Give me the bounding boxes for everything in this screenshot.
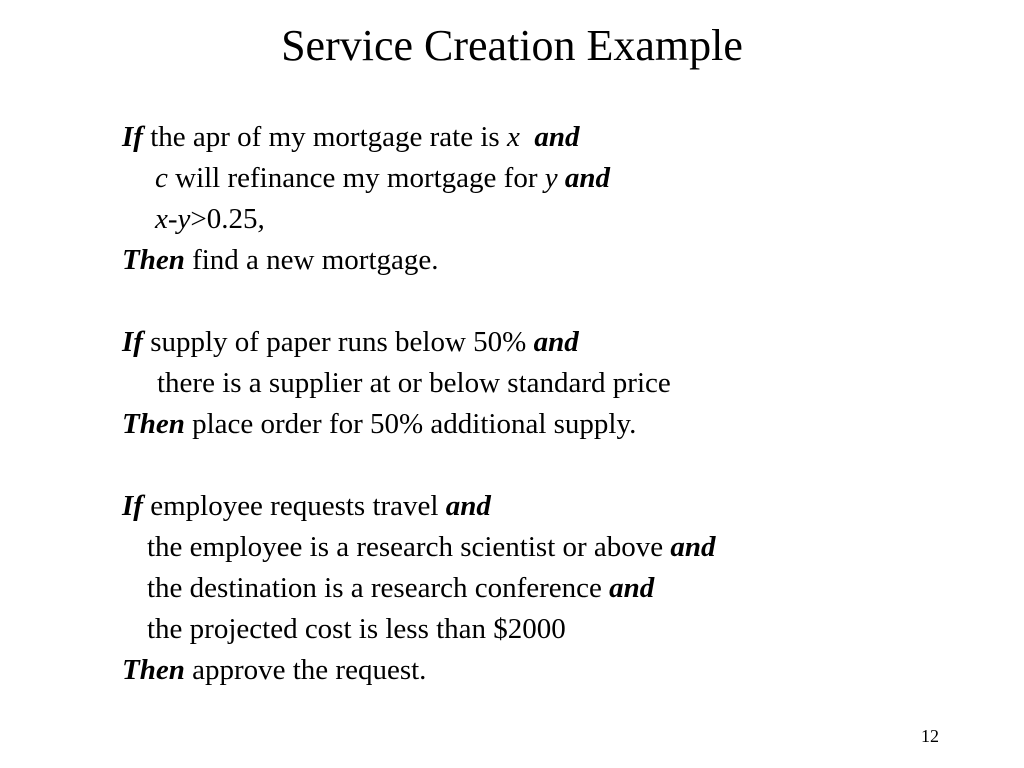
rule2-then-line xyxy=(122,404,716,445)
rule-spacer xyxy=(122,281,716,322)
and-keyword: and xyxy=(534,121,580,153)
rule2-action-text: place order for 50% additional supply. xyxy=(184,408,637,440)
and-keyword: and xyxy=(609,572,655,604)
rule3-condition-line-3 xyxy=(122,568,716,609)
rule1-action-text: find a new mortgage. xyxy=(184,244,439,276)
rule3-condition-text: employee requests travel xyxy=(142,490,446,522)
rule1-threshold-text: >0.25 xyxy=(190,203,258,235)
variable-x: x xyxy=(155,203,168,235)
variable-y: y xyxy=(544,162,558,194)
slide-title: Service Creation Example xyxy=(281,21,743,70)
if-keyword: If xyxy=(122,121,143,153)
rule2-condition-text: supply of paper runs below 50% xyxy=(142,326,534,358)
rules-list xyxy=(122,117,716,691)
rule3-then-line xyxy=(122,650,716,691)
minus-sign: - xyxy=(167,203,178,235)
rule3-condition-line-2 xyxy=(122,527,716,568)
rule2-if-line xyxy=(122,322,716,363)
and-keyword: and xyxy=(564,162,610,194)
then-keyword: Then xyxy=(122,654,185,686)
rule3-condition-text-2: the employee is a research scientist or above xyxy=(147,531,671,563)
rule2-condition-line-2 xyxy=(122,363,716,404)
variable-c: c xyxy=(155,162,168,194)
rule3-if-line xyxy=(122,486,716,527)
comma: , xyxy=(257,203,265,235)
and-keyword: and xyxy=(670,531,716,563)
if-keyword: If xyxy=(122,326,143,358)
then-keyword: Then xyxy=(122,244,185,276)
page-number: 12 xyxy=(921,726,939,746)
rule-spacer xyxy=(122,445,716,486)
if-keyword: If xyxy=(122,490,143,522)
variable-x: x xyxy=(506,121,520,153)
rule3-condition-text-4: the projected cost is less than $2000 xyxy=(147,613,566,645)
variable-y: y xyxy=(177,203,191,235)
rule1-if-line xyxy=(122,117,716,158)
rule1-condition-line-2 xyxy=(122,158,716,199)
rule1-condition-line-3 xyxy=(122,199,716,240)
rule2-condition-text-2: there is a supplier at or below standard price xyxy=(157,367,671,399)
rule3-action-text: approve the request. xyxy=(184,654,427,686)
rule3-condition-text-3: the destination is a research conference xyxy=(147,572,610,604)
rule1-condition-text: the apr of my mortgage rate is xyxy=(142,121,507,153)
rule1-then-line xyxy=(122,240,716,281)
rule3-condition-line-4 xyxy=(122,609,716,650)
rule1-condition-text-2: will refinance my mortgage for xyxy=(167,162,545,194)
and-keyword: and xyxy=(533,326,579,358)
then-keyword: Then xyxy=(122,408,185,440)
and-keyword: and xyxy=(445,490,491,522)
